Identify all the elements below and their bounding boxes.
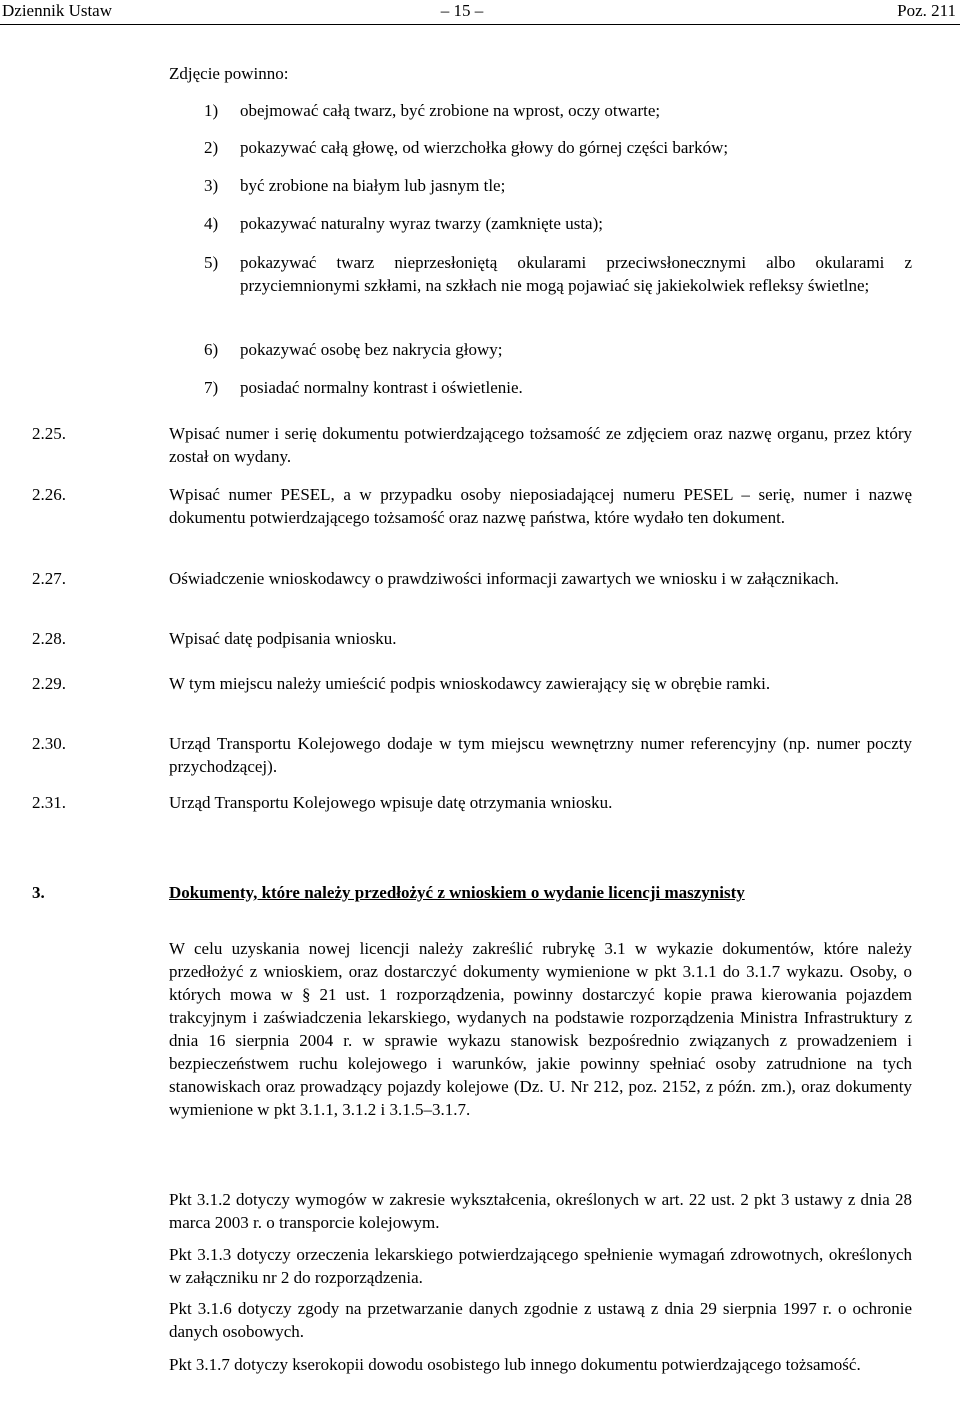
position-number: Poz. 211 xyxy=(897,1,956,20)
list-text: obejmować całą twarz, być zrobione na wprost, oczy otwarte; xyxy=(240,101,661,120)
section-text: Oświadczenie wnioskodawcy o prawdziwości informacji zawartych we wniosku i w załącznikach. xyxy=(169,569,839,588)
section-heading-number: 3. xyxy=(32,883,45,902)
list-text: być zrobione na białym lub jasnym tle; xyxy=(240,176,506,195)
section-number: 2.27. xyxy=(32,569,66,588)
list-number: 6) xyxy=(204,340,219,359)
page-number: – 15 – xyxy=(440,1,484,20)
list-number: 1) xyxy=(204,101,219,120)
section-number: 2.25. xyxy=(32,424,66,443)
section-text: Wpisać datę podpisania wniosku. xyxy=(169,629,397,648)
section-heading-title: Dokumenty, które należy przedłożyć z wnioskiem o wydanie licencji maszynisty xyxy=(169,883,745,902)
section-number: 2.29. xyxy=(32,674,66,693)
list-text: pokazywać twarz nieprzesłoniętą okularami przeciwsłonecznymi albo okularami z przyciemnionymi szkłami, na szkłach nie mogą pojawiać się jakiekolwiek refleksy świetlne; xyxy=(240,253,912,295)
section-text: W tym miejscu należy umieścić podpis wnioskodawcy zawierający się w obrębie ramki. xyxy=(169,674,771,693)
list-number: 3) xyxy=(204,176,219,195)
list-text: pokazywać osobę bez nakrycia głowy; xyxy=(240,340,503,359)
journal-title: Dziennik Ustaw xyxy=(2,1,113,20)
list-number: 5) xyxy=(204,253,219,272)
section-text: Wpisać numer PESEL, a w przypadku osoby nieposiadającej numeru PESEL – serię, numer i nazwę dokumentu potwierdzającego tożsamość oraz nazwę państwa, które wydało ten dokument. xyxy=(169,485,912,527)
list-number: 2) xyxy=(204,138,219,157)
section-number: 2.26. xyxy=(32,485,66,504)
paragraph: Pkt 3.1.2 dotyczy wymogów w zakresie wykształcenia, określonych w art. 22 ust. 2 pkt 3 ustawy z dnia 28 marca 2003 r. o transporcie kolejowym. xyxy=(169,1190,912,1232)
list-number: 4) xyxy=(204,214,219,233)
header-rule xyxy=(0,24,960,25)
list-text: pokazywać naturalny wyraz twarzy (zamknięte usta); xyxy=(240,214,603,233)
page-header xyxy=(0,0,960,22)
section-number: 2.28. xyxy=(32,629,66,648)
section-text: Wpisać numer i serię dokumentu potwierdzającego tożsamość ze zdjęciem oraz nazwę organu, przez który został on wydany. xyxy=(169,424,912,466)
section-number: 2.31. xyxy=(32,793,66,812)
list-text: pokazywać całą głowę, od wierzchołka głowy do górnej części barków; xyxy=(240,138,729,157)
section-text: Urząd Transportu Kolejowego wpisuje datę otrzymania wniosku. xyxy=(169,793,613,812)
section-number: 2.30. xyxy=(32,734,66,753)
section-text: Urząd Transportu Kolejowego dodaje w tym miejscu wewnętrzny numer referencyjny (np. numer poczty przychodzącej). xyxy=(169,734,912,776)
paragraph: Pkt 3.1.7 dotyczy kserokopii dowodu osobistego lub innego dokumentu potwierdzającego tożsamość. xyxy=(169,1355,861,1374)
paragraph: Pkt 3.1.3 dotyczy orzeczenia lekarskiego potwierdzającego spełnienie wymagań zdrowotnych, określonych w załączniku nr 2 do rozporządzenia. xyxy=(169,1245,912,1287)
photo-intro: Zdjęcie powinno: xyxy=(169,64,289,83)
list-text: posiadać normalny kontrast i oświetlenie. xyxy=(240,378,523,397)
paragraph: W celu uzyskania nowej licencji należy zakreślić rubrykę 3.1 w wykazie dokumentów, które należy przedłożyć z wnioskiem, oraz dostarczyć dokumenty wymienione w pkt 3.1.1 do 3.1.7 wykazu. Osoby, o których mowa w § 21 ust. 1 rozporządzenia, powinny dostarczyć kopie prawa kierowania pojazdem trakcyjnym i zaświadczenia lekarskiego, wydanych na podstawie rozporządzenia Ministra Infrastruktury z dnia 16 sierpnia 2004 r. w sprawie wykazu stanowisk bezpośrednio związanych z prowadzeniem i bezpieczeństwem ruchu kolejowego i warunków, jakie powinny spełniać osoby zatrudnione na tych stanowiskach oraz prowadzący pojazdy kolejowe (Dz. U. Nr 212, poz. 2152, z późn. zm.), oraz dokumenty wymienione w pkt 3.1.1, 3.1.2 i 3.1.5–3.1.7. xyxy=(169,939,912,1119)
list-number: 7) xyxy=(204,378,219,397)
paragraph: Pkt 3.1.6 dotyczy zgody na przetwarzanie danych zgodnie z ustawą z dnia 29 sierpnia 1997 r. o ochronie danych osobowych. xyxy=(169,1299,912,1341)
